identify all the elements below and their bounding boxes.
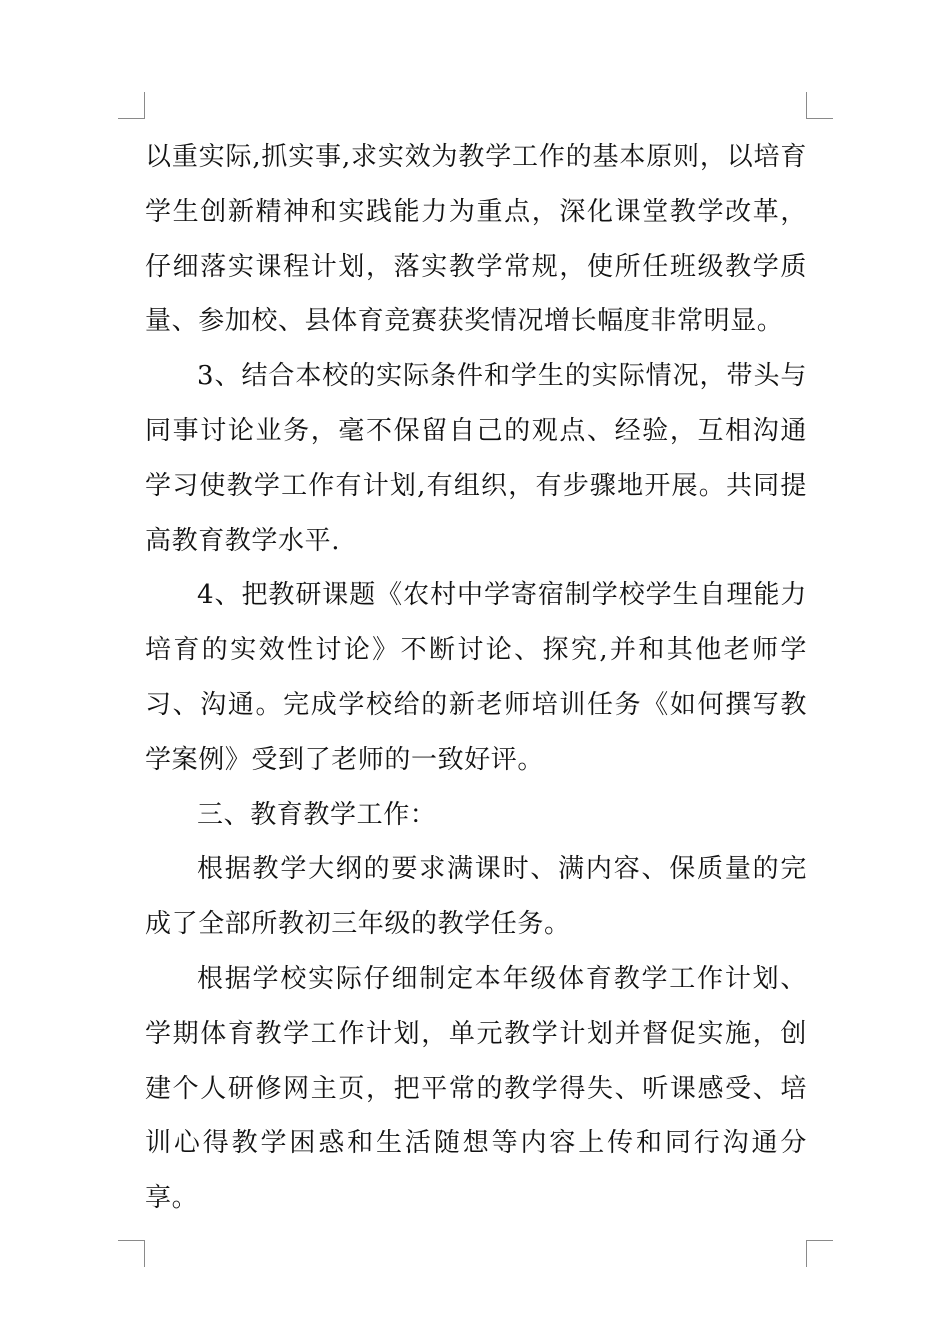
document-body [145,130,807,1226]
crop-mark-bottom-left [118,1240,145,1267]
paragraph-principles: 以重实际,抓实事,求实效为教学工作的基本原则，以培育学生创新精神和实践能力为重点，深化课堂教学改革，仔细落实课程计划，落实教学常规，使所任班级教学质量、参加校、县体育竞赛获奖情况增长幅度非常明显。 [145,142,807,337]
paragraph-item-4: 4、把教研课题《农村中学寄宿制学校学生自理能力培育的实效性讨论》不断讨论、探究,并和其他老师学习、沟通。完成学校给的新老师培训任务《如何撰写教学案例》受到了老师的一致好评。 [145,580,807,775]
crop-mark-bottom-right [806,1240,833,1267]
paragraph-syllabus: 根据教学大纲的要求满课时、满内容、保质量的完成了全部所教初三年级的教学任务。 [145,854,807,940]
paragraph-school-plan: 根据学校实际仔细制定本年级体育教学工作计划、学期体育教学工作计划，单元教学计划并督促实施，创建个人研修网主页，把平常的教学得失、听课感受、培训心得教学困惑和生活随想等内容上传和同行沟通分享。 [145,963,807,1214]
crop-mark-top-left [118,92,145,119]
crop-mark-top-right [806,92,833,119]
section-heading-teaching-work: 三、教育教学工作： [197,799,437,830]
paragraph-item-3: 3、结合本校的实际条件和学生的实际情况，带头与同事讨论业务，毫不保留自己的观点、经验，互相沟通学习使教学工作有计划,有组织，有步骤地开展。共同提高教育教学水平. [145,361,807,556]
